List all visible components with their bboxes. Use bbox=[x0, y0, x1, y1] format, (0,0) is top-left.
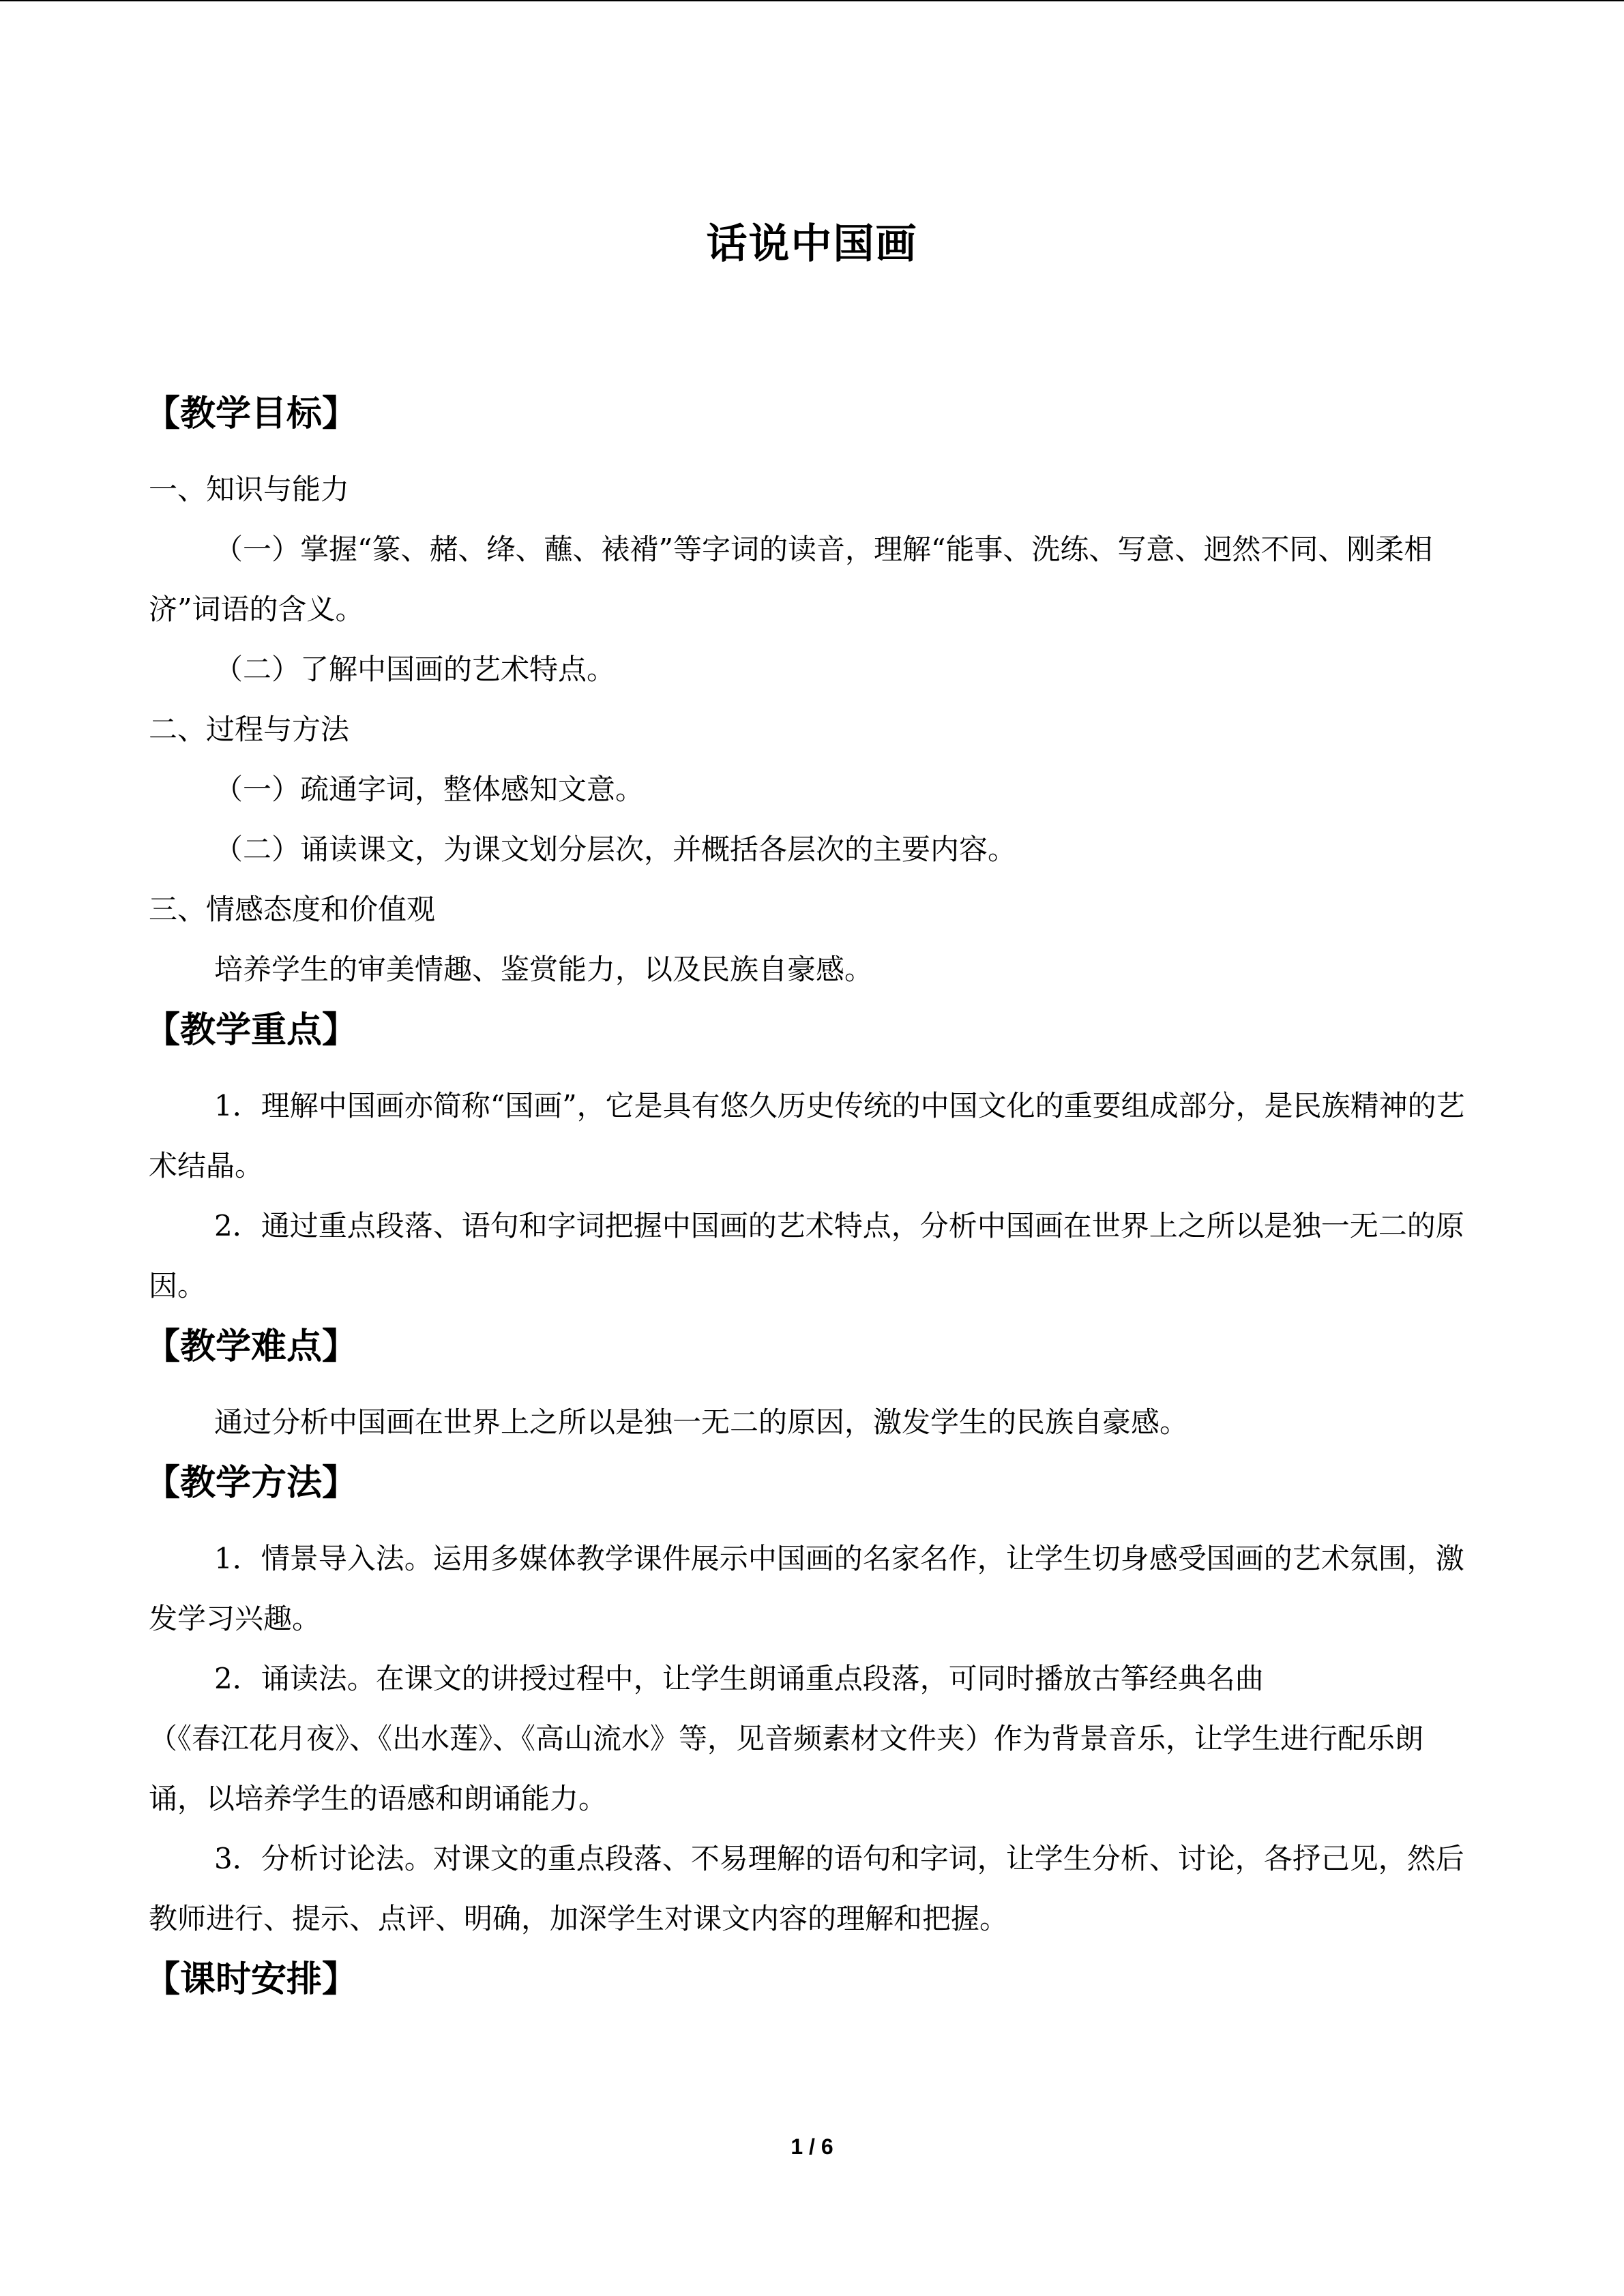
section-heading-schedule: 【课时安排】 bbox=[145, 1959, 358, 2000]
page-number: 1 / 6 bbox=[791, 2134, 833, 2159]
section-heading-objectives: 【教学目标】 bbox=[145, 393, 358, 434]
section-heading-key-points: 【教学重点】 bbox=[145, 1010, 358, 1051]
objectives-process-label: 二、过程与方法 bbox=[149, 713, 350, 746]
objectives-process-2: （二）诵读课文，为课文划分层次，并概括各层次的主要内容。 bbox=[214, 833, 1017, 866]
document-body bbox=[145, 383, 1479, 2010]
section-heading-methods: 【教学方法】 bbox=[145, 1463, 358, 1504]
document-title: 话说中国画 bbox=[706, 220, 918, 268]
methods-item-2-rest: （《春江花月夜》、《出水莲》、《高山流水》等，见音频素材文件夹）作为背景音乐，让学生进行配乐朗诵，以培养学生的语感和朗诵能力。 bbox=[149, 1722, 1424, 1815]
key-points-item-2: 2．通过重点段落、语句和字词把握中国画的艺术特点，分析中国画在世界上之所以是独一无二的原因。 bbox=[149, 1209, 1464, 1302]
objectives-knowledge-label: 一、知识与能力 bbox=[149, 473, 350, 506]
objectives-process-1: （一）疏通字词，整体感知文意。 bbox=[214, 773, 645, 806]
section-heading-difficulties: 【教学难点】 bbox=[145, 1326, 358, 1367]
methods-item-2-line-1: 2．诵读法。在课文的讲授过程中，让学生朗诵重点段落，可同时播放古筝经典名曲 bbox=[214, 1662, 1264, 1695]
methods-item-1: 1．情景导入法。运用多媒体教学课件展示中国画的名家名作，让学生切身感受国画的艺术氛围，激发学习兴趣。 bbox=[149, 1542, 1464, 1635]
objectives-knowledge-1: （一）掌握“篆、赭、绛、蘸、裱褙”等字词的读音，理解“能事、洗练、写意、迥然不同、刚柔相济”词语的含义。 bbox=[149, 533, 1433, 626]
objectives-knowledge-2: （二）了解中国画的艺术特点。 bbox=[214, 653, 616, 686]
objectives-values-1: 培养学生的审美情趣、鉴赏能力，以及民族自豪感。 bbox=[214, 953, 874, 986]
methods-item-3: 3．分析讨论法。对课文的重点段落、不易理解的语句和字词，让学生分析、讨论，各抒己见，然后教师进行、提示、点评、明确，加深学生对课文内容的理解和把握。 bbox=[149, 1842, 1464, 1935]
difficulties-item-1: 通过分析中国画在世界上之所以是独一无二的原因，激发学生的民族自豪感。 bbox=[214, 1405, 1189, 1439]
key-points-item-1: 1．理解中国画亦简称“国画”，它是具有悠久历史传统的中国文化的重要组成部分，是民族精神的艺术结晶。 bbox=[149, 1089, 1465, 1182]
objectives-values-label: 三、情感态度和价值观 bbox=[149, 893, 436, 926]
